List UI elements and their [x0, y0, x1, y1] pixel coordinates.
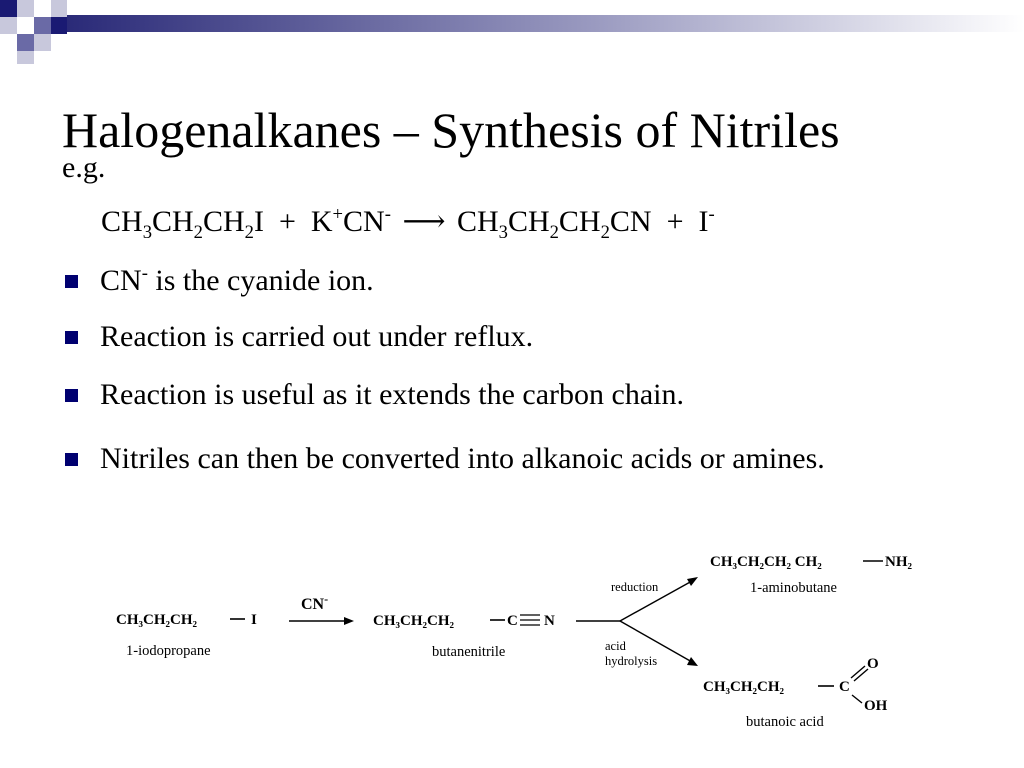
scheme-acid-formula: CH₃CH₂CH₂ — [703, 679, 784, 695]
equation-reactant-haloalkane: $CH_3CH_2CH_2I$ — [101, 205, 264, 243]
scheme-nitrile-formula: CH₃CH₂CH₂ — [373, 613, 454, 629]
scheme-reagent: CN- — [301, 592, 329, 613]
scheme-acid-name: butanoic acid — [746, 714, 824, 730]
slide-title: Halogenalkanes – Synthesis of Nitriles — [62, 102, 840, 158]
scheme-start-formula: CH₃CH₂CH₂ — [116, 612, 197, 628]
scheme-start-iodine: I — [251, 612, 257, 628]
scheme-amine-formula: CH₃CH₂CH₂ CH₂ — [710, 554, 822, 570]
scheme-label-hydrolysis: hydrolysis — [605, 654, 658, 668]
example-label: e.g. — [62, 151, 106, 184]
scheme-amine-group: NH₂ — [885, 554, 912, 570]
bullet-square-icon — [65, 275, 78, 288]
scheme-acid-oxygen: O — [867, 656, 879, 672]
bullet-square-icon — [65, 453, 78, 466]
scheme-nitrile-name: butanenitrile — [432, 644, 506, 660]
bullet-square-icon — [65, 331, 78, 344]
reaction-equation — [101, 200, 715, 244]
equation-product-nitrile: $CH_3CH_2CH_2CN$ — [456, 205, 652, 243]
header-decoration — [0, 0, 1024, 64]
equation-product-iodide: I- — [698, 204, 715, 238]
scheme-bond — [852, 695, 862, 703]
scheme-nitrile-carbon: C — [507, 613, 518, 629]
scheme-amine-name: 1-aminobutane — [750, 580, 837, 596]
scheme-acid-carbon: C — [839, 679, 850, 695]
scheme-label-acid: acid — [605, 639, 626, 653]
equation-plus: + — [666, 205, 684, 238]
equation-plus: + — [278, 205, 296, 238]
scheme-label-reduction: reduction — [611, 580, 659, 594]
scheme-arrow-head — [687, 657, 698, 666]
reaction-arrow: ⟶ — [402, 205, 446, 238]
bullet-square-icon — [65, 389, 78, 402]
scheme-arrow-head — [344, 617, 354, 625]
scheme-double-bond — [851, 666, 865, 678]
scheme-acid-hydroxyl: OH — [864, 698, 888, 714]
reaction-scheme — [100, 545, 930, 745]
scheme-arrow-head — [687, 577, 698, 586]
equation-reactant-cyanide: K+CN- — [310, 204, 391, 238]
scheme-nitrile-nitrogen: N — [544, 613, 555, 629]
scheme-start-name: 1-iodopropane — [126, 643, 211, 659]
